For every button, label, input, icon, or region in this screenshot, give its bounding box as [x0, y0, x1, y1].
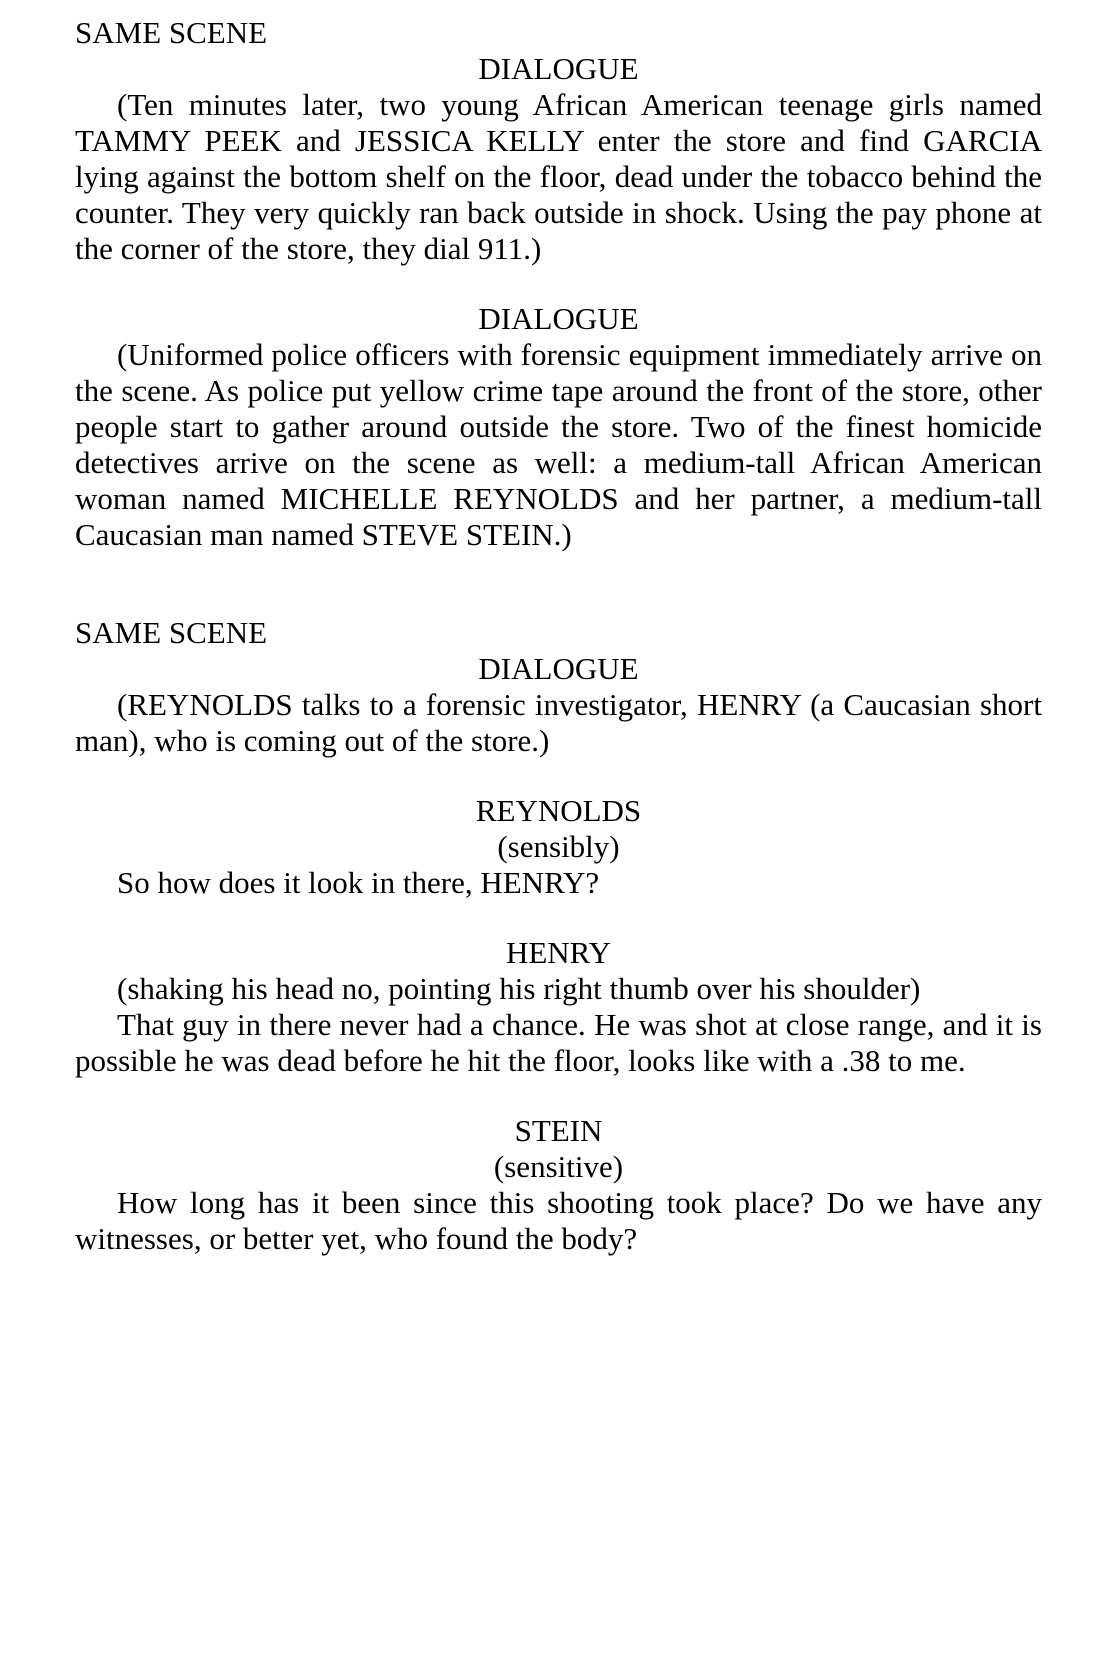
dialogue-heading-1: DIALOGUE [478, 51, 639, 86]
parenthetical-reynolds: (sensibly) [497, 829, 620, 864]
character-name-henry: HENRY [505, 935, 612, 970]
dialogue-text-reynolds: So how does it look in there, HENRY? [117, 865, 600, 900]
parenthetical-henry: (shaking his head no, pointing his right thumb over his shoulder) [117, 971, 921, 1006]
action-paragraph-1: (Ten minutes later, two young African American teenage girls named TAMMY PEEK and JESSICA KELLY enter the store and find GARCIA lying against the bottom shelf on the floor, dead under the tobacco behind the counter. They very quickly ran back outside in shock. Using the pay phone at the corner of the store, they dial 911.) [75, 87, 1042, 266]
dialogue-heading-3: DIALOGUE [478, 651, 639, 686]
parenthetical-stein: (sensitive) [493, 1149, 624, 1184]
action-paragraph-2: (Uniformed police officers with forensic equipment immediately arrive on the scene. As police put yellow crime tape around the front of the store, other people start to gather around outside the store. Two of the finest homicide detectives arrive on the scene as well: a medium-tall African American woman named MICHELLE REYNOLDS and her partner, a medium-tall Caucasian man named STEVE STEIN.) [75, 337, 1042, 552]
scene-heading-2: SAME SCENE [75, 615, 268, 650]
dialogue-text-henry: That guy in there never had a chance. He was shot at close range, and it is possible he was dead before he hit the floor, looks like with a .38 to me. [75, 1007, 1042, 1078]
dialogue-text-stein: How long has it been since this shooting took place? Do we have any witnesses, or better yet, who found the body? [75, 1185, 1042, 1256]
character-name-reynolds: REYNOLDS [475, 793, 642, 828]
scene-heading-1: SAME SCENE [75, 15, 268, 50]
action-paragraph-3: (REYNOLDS talks to a forensic investigator, HENRY (a Caucasian short man), who is coming out of the store.) [75, 687, 1042, 758]
dialogue-heading-2: DIALOGUE [478, 301, 639, 336]
character-name-stein: STEIN [514, 1113, 603, 1148]
